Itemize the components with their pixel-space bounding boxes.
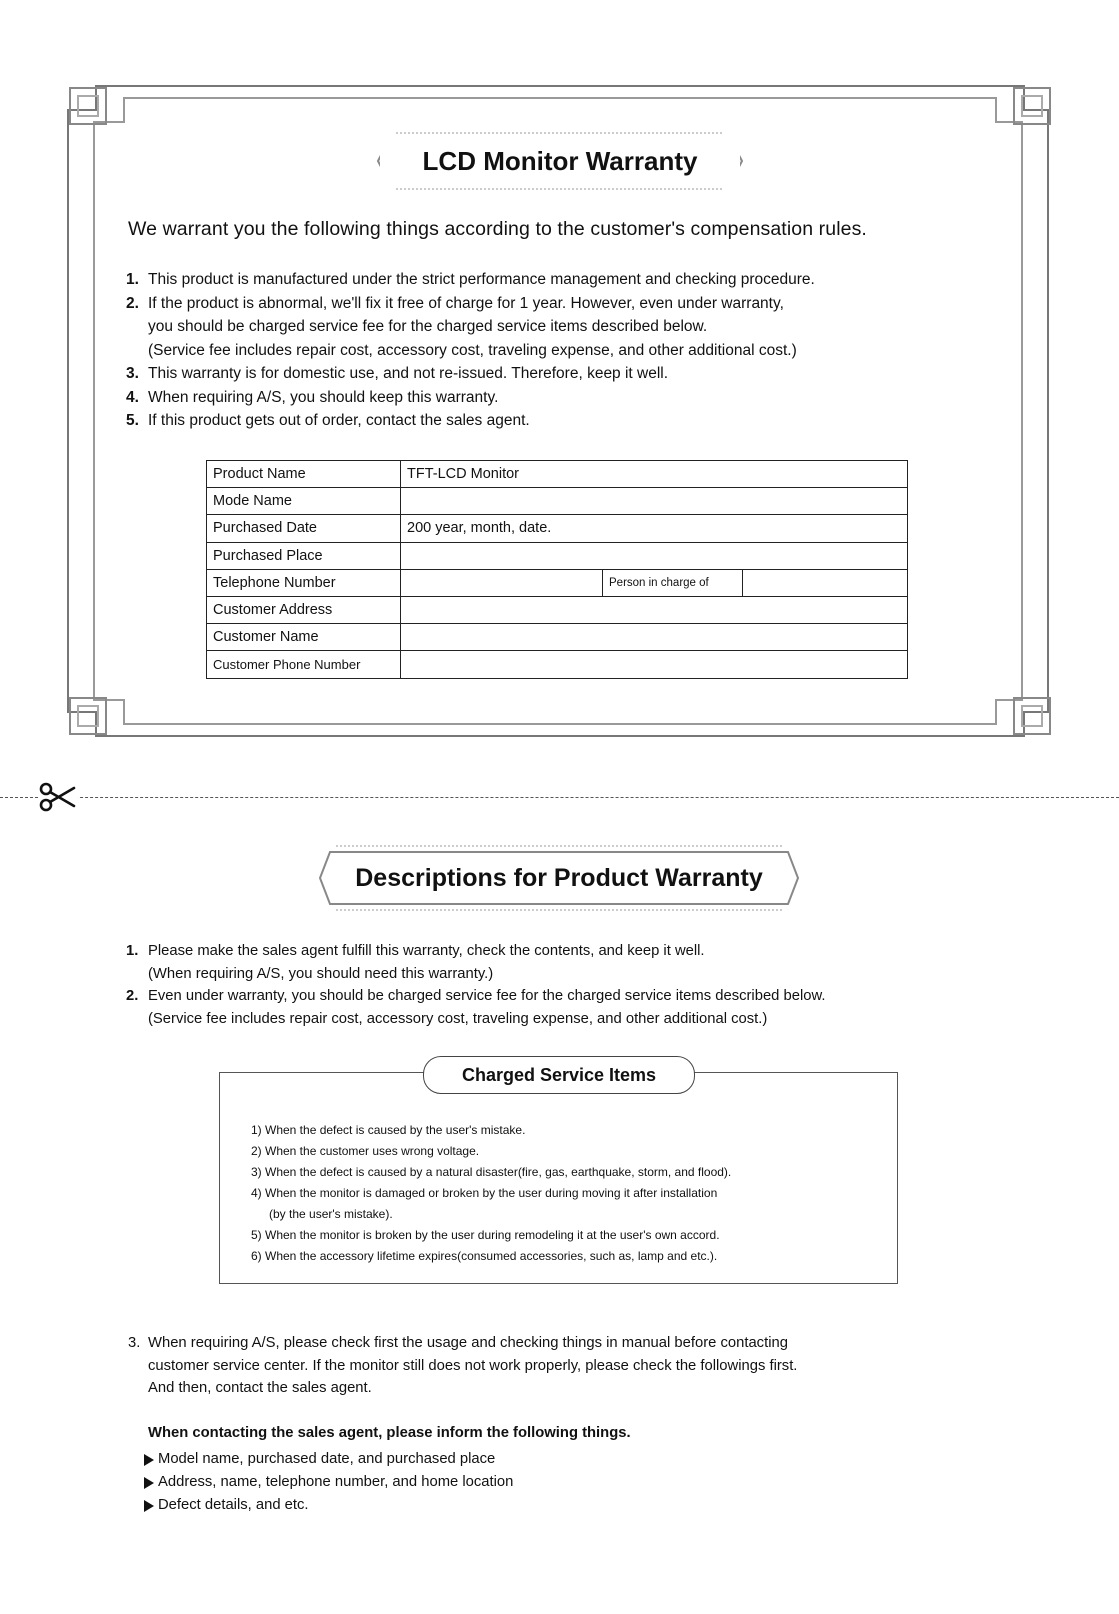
list-item: 3. This warranty is for domestic use, and not re-issued. Therefore, keep it well. xyxy=(126,365,669,382)
bullet-arrow-icon xyxy=(144,1454,154,1466)
list-item: 5) When the monitor is broken by the user during remodeling it at the user's own accord. xyxy=(251,1228,720,1242)
model-name-field[interactable] xyxy=(401,488,908,515)
cut-line-divider xyxy=(0,797,1119,798)
customer-name-field[interactable] xyxy=(401,624,908,651)
customer-address-field[interactable] xyxy=(401,596,908,623)
table-row xyxy=(207,651,908,678)
description-list xyxy=(126,940,825,1030)
product-name-label: Product Name xyxy=(207,461,401,488)
telephone-field[interactable] xyxy=(401,569,603,596)
list-item: 4) When the monitor is damaged or broken by the user during moving it after installation (by the user's mistake). xyxy=(251,1186,718,1221)
step-3-instructions: 3. When requiring A/S, please check first the usage and checking things in manual before contacting customer service center. If the monitor still does not work properly, please check the followings first. And then, contact the sales agent. xyxy=(128,1335,798,1396)
bullet-arrow-icon xyxy=(144,1500,154,1512)
customer-name-label: Customer Name xyxy=(207,624,401,651)
list-item: 1) When the defect is caused by the user's mistake. xyxy=(251,1123,526,1137)
list-item: 4. When requiring A/S, you should keep this warranty. xyxy=(126,388,499,406)
table-row xyxy=(207,624,908,651)
warranty-terms-list xyxy=(126,268,815,433)
product-info-table xyxy=(206,460,908,679)
list-item: 3) When the defect is caused by a natural disaster(fire, gas, earthquake, storm, and flood). xyxy=(251,1165,732,1179)
list-item: 2. If the product is abnormal, we'll fix it free of charge for 1 year. However, even under warranty, you should be charged service fee for the charged service items described below. (Service fee includes repair cost, accessory cost, traveling expense, and other additional cost.) xyxy=(126,294,797,359)
description-title: Descriptions for Product Warranty xyxy=(355,863,763,892)
purchased-place-field[interactable] xyxy=(401,542,908,569)
warranty-title: LCD Monitor Warranty xyxy=(380,136,740,186)
telephone-label: Telephone Number xyxy=(207,569,401,596)
purchased-date-label: Purchased Date xyxy=(207,515,401,542)
purchased-place-label: Purchased Place xyxy=(207,542,401,569)
contact-info-list xyxy=(144,1448,513,1517)
table-row xyxy=(207,461,908,488)
contact-heading: When contacting the sales agent, please inform the following things. xyxy=(148,1425,631,1441)
person-in-charge-field[interactable] xyxy=(743,569,908,596)
list-item: 5. If this product gets out of order, contact the sales agent. xyxy=(126,412,530,429)
purchased-date-value[interactable]: 200 year, month, date. xyxy=(401,515,908,542)
customer-address-label: Customer Address xyxy=(207,596,401,623)
list-item: Defect details, and etc. xyxy=(144,1494,513,1517)
product-name-value: TFT-LCD Monitor xyxy=(401,461,908,488)
list-item: 2) When the customer uses wrong voltage. xyxy=(251,1144,480,1158)
charged-service-list xyxy=(251,1120,731,1267)
person-in-charge-label: Person in charge of xyxy=(603,569,743,596)
list-item: 1. This product is manufactured under the strict performance management and checking procedure. xyxy=(126,271,815,288)
table-row xyxy=(207,488,908,515)
list-item: 1. Please make the sales agent fulfill this warranty, check the contents, and keep it well. (When requiring A/S, you should need this warranty.) xyxy=(126,943,705,982)
customer-phone-field[interactable] xyxy=(401,651,908,678)
table-row xyxy=(207,596,908,623)
list-item: Address, name, telephone number, and home location xyxy=(144,1471,513,1494)
customer-phone-label: Customer Phone Number xyxy=(207,651,401,678)
bullet-arrow-icon xyxy=(144,1477,154,1489)
model-name-label: Mode Name xyxy=(207,488,401,515)
warranty-intro: We warrant you the following things according to the customer's compensation rules. xyxy=(128,218,867,240)
list-item: 6) When the accessory lifetime expires(consumed accessories, such as, lamp and etc.). xyxy=(251,1249,718,1263)
charged-service-title: Charged Service Items xyxy=(423,1056,695,1094)
table-row xyxy=(207,542,908,569)
table-row xyxy=(207,569,908,596)
table-row xyxy=(207,515,908,542)
list-item: 2. Even under warranty, you should be charged service fee for the charged service items described below. (Service fee includes repair cost, accessory cost, traveling expense, and other additional cost.) xyxy=(126,988,826,1027)
scissors-icon xyxy=(38,780,78,814)
list-item: Model name, purchased date, and purchased place xyxy=(144,1448,513,1471)
